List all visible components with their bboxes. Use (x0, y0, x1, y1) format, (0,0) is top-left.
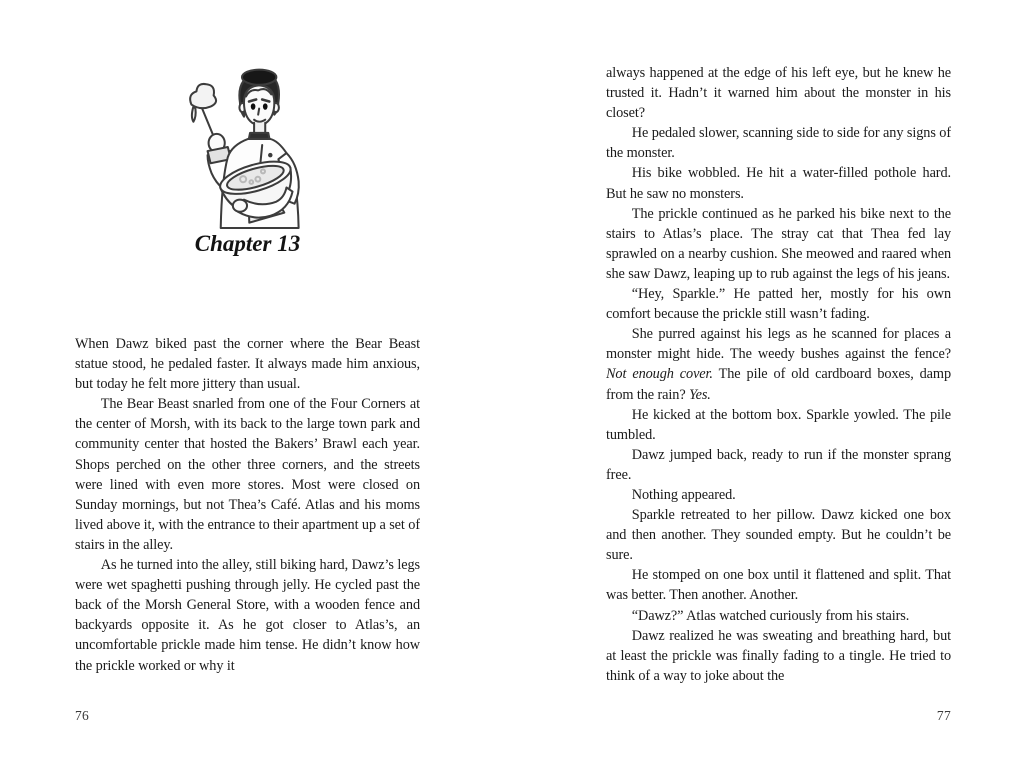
body-text-segment: As he turned into the alley, still biking hard, Dawz’s legs were wet spaghetti pushing through jelly. He cycled past the back of the Morsh General Store, with a wooden fence and backyards opposite it. As he got closer to Atlas’s, an uncomfortable prickle made him tense. He didn’t know how the prickle worked or why it (75, 557, 420, 674)
left-page-text (75, 334, 420, 706)
italic-text: Yes. (689, 386, 711, 403)
paragraph (606, 284, 951, 324)
paragraph (606, 405, 951, 445)
paragraph (606, 63, 951, 123)
body-text-segment: The prickle continued as he parked his bike next to the stairs to Atlas’s place. The stray cat that Thea fed lay sprawled on a nearby cushion. She meowed and raared when she saw Dawz, leaping up to rub against the legs of his jeans. (606, 205, 951, 282)
chef-illustration-icon (168, 58, 322, 232)
body-text-segment: Dawz jumped back, ready to run if the monster sprang free. (606, 446, 951, 483)
paragraph (606, 626, 951, 686)
paragraph (606, 204, 951, 284)
body-text-segment: He pedaled slower, scanning side to side for any signs of the monster. (606, 125, 951, 162)
paragraph (75, 334, 420, 394)
body-text-segment: Dawz realized he was sweating and breathing hard, but at least the prickle was finally fading to a tingle. He tried to think of a way to joke about the (606, 627, 951, 684)
paragraph (606, 324, 951, 404)
right-page-text (606, 63, 951, 713)
paragraph (606, 565, 951, 605)
body-text-segment: He kicked at the bottom box. Sparkle yowled. The pile tumbled. (606, 406, 951, 443)
body-text-segment: Sparkle retreated to her pillow. Dawz kicked one box and then another. They sounded empty. But he couldn’t be sure. (606, 507, 951, 564)
body-text-segment: always happened at the edge of his left eye, but he knew he trusted it. Hadn’t it warned him about the monster in his closet? (606, 65, 951, 122)
paragraph (606, 505, 951, 565)
paragraph (606, 123, 951, 163)
paragraph (606, 445, 951, 485)
paragraph (606, 606, 951, 626)
paragraph (75, 555, 420, 676)
left-page-number: 76 (75, 708, 90, 723)
body-text-segment: When Dawz biked past the corner where the Bear Beast statue stood, he pedaled faster. It always made him anxious, but today he felt more jittery than usual. (75, 336, 420, 393)
body-text-segment: “Dawz?” Atlas watched curiously from his stairs. (631, 607, 910, 624)
body-text-segment: The pile of old cardboard boxes, damp from the rain? (606, 366, 951, 403)
body-text-segment: His bike wobbled. He hit a water-filled pothole hard. But he saw no monsters. (606, 165, 951, 202)
body-text-segment: The Bear Beast snarled from one of the Four Corners at the center of Morsh, with its back to the large town park and community center that hosted the Bakers’ Brawl each year. Shops perched on the other three corners, and the streets were lined with even more stores. Most were closed on Sunday mornings, but not Thea’s Café. Atlas and his moms lived above it, with the entrance to their apartment up a set of stairs in the alley. (75, 396, 420, 553)
right-page-number: 77 (936, 708, 951, 723)
paragraph (606, 485, 951, 505)
body-text-segment: He stomped on one box until it flattened and split. That was better. Then another. Another. (606, 567, 951, 604)
body-text-segment: “Hey, Sparkle.” He patted her, mostly for his own comfort because the prickle still wasn’t fading. (606, 286, 951, 323)
body-text-segment: She purred against his legs as he scanned for places a monster might hide. The weedy bushes against the fence? (606, 326, 951, 363)
paragraph (75, 394, 420, 555)
body-text-segment: Nothing appeared. (631, 486, 736, 503)
italic-text: Not enough cover. (606, 366, 713, 383)
chapter-heading: Chapter 13 (194, 231, 301, 256)
paragraph (606, 163, 951, 203)
